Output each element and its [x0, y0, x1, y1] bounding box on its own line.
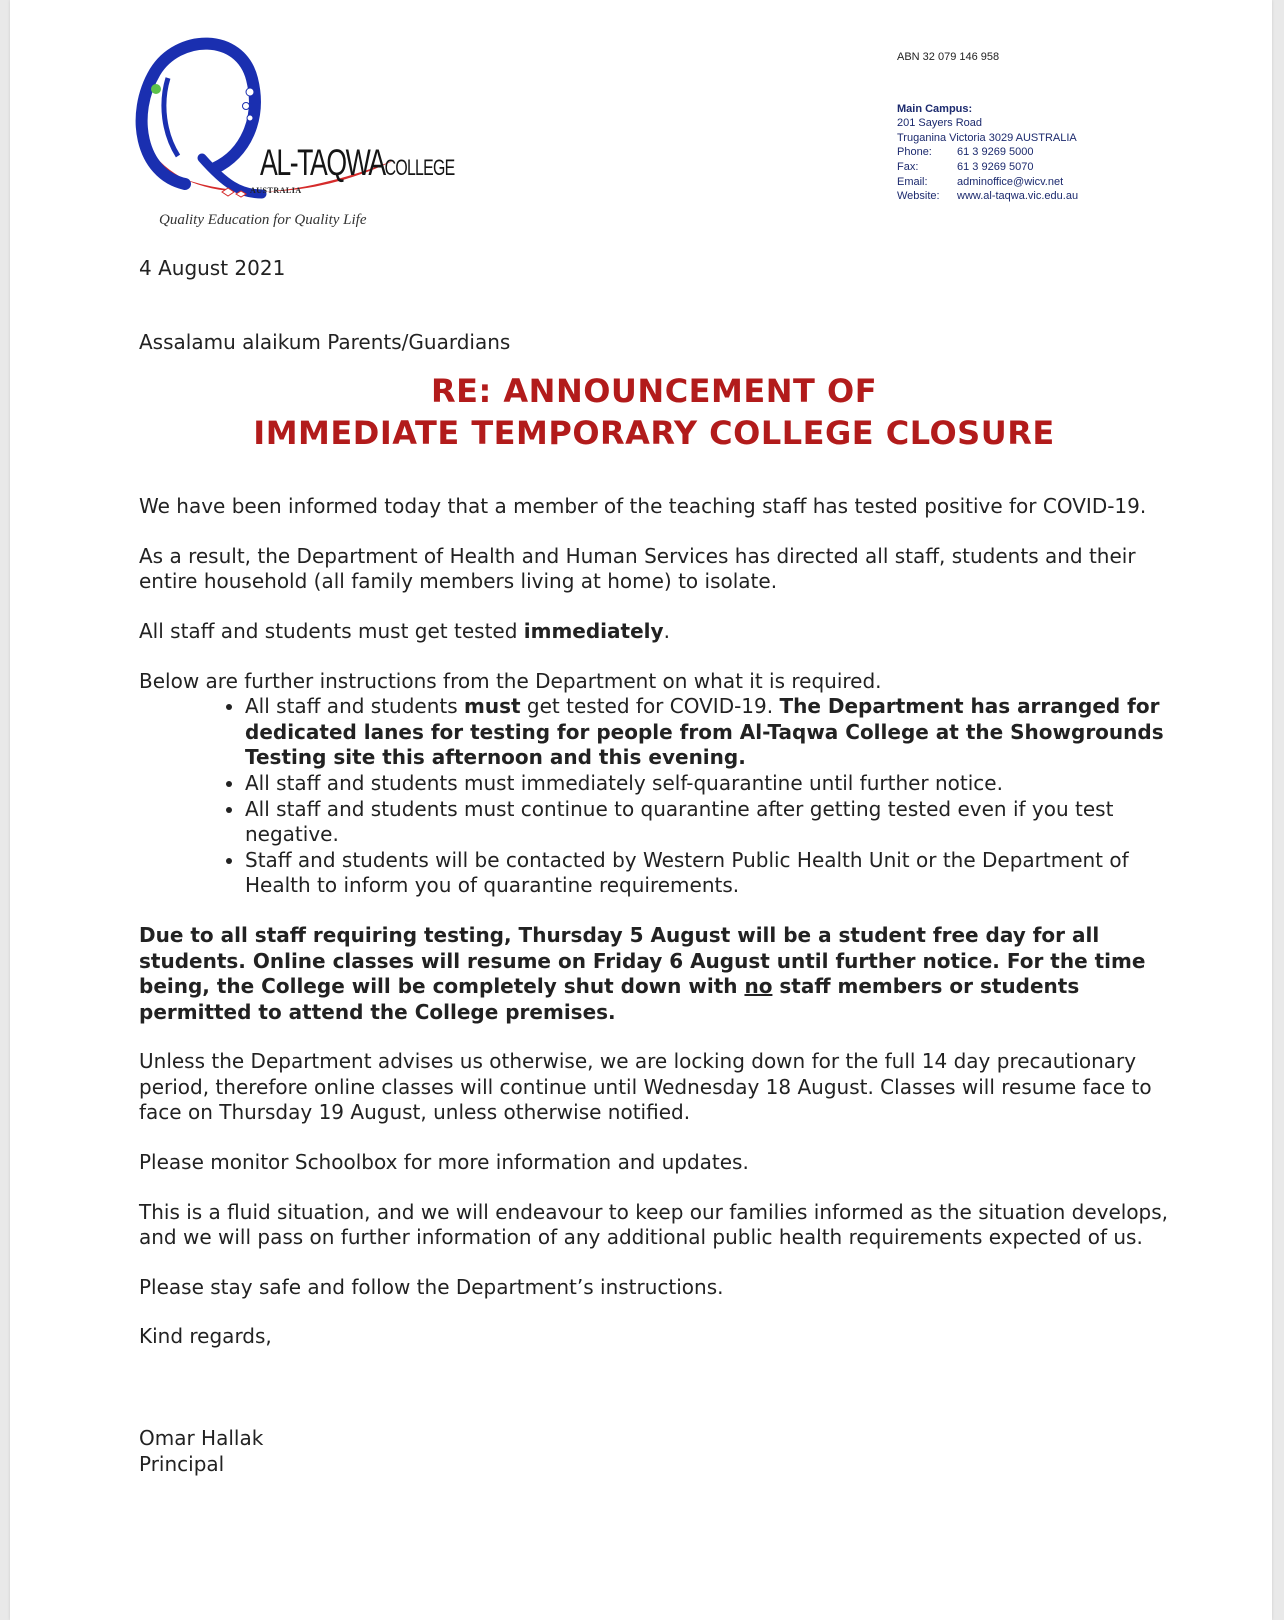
- paragraph-positive-case: We have been informed today that a member of the teaching staff has tested positive for COVID-19.: [139, 494, 1147, 519]
- list-item: • All staff and students must continue to quarantine after getting tested even if you test negative.: [245, 797, 1169, 848]
- fax-row: Fax: 61 3 9269 5070: [897, 160, 1034, 173]
- list-item: • Staff and students will be contacted by Western Public Health Unit or the Department of Health to inform you of quarantine requirements.: [245, 848, 1169, 899]
- letter-closing: Kind regards,: [139, 1324, 272, 1349]
- letter-greeting: Assalamu alaikum Parents/Guardians: [139, 329, 511, 354]
- website-row: Website: www.al-taqwa.vic.edu.au: [897, 190, 1079, 203]
- logo-q-ring: [142, 44, 255, 184]
- signatory-name: Omar Hallak: [139, 1426, 264, 1451]
- paragraph-schoolbox: Please monitor Schoolbox for more information and updates.: [139, 1150, 749, 1175]
- abn-number: ABN 32 079 146 958: [897, 51, 1000, 63]
- heading-line-2: IMMEDIATE TEMPORARY COLLEGE CLOSURE: [253, 414, 1055, 453]
- list-item: • All staff and students must get tested for COVID-19. The Department has arranged for dedicated lanes for testing for people from Al-Taqwa College at the Showgrounds Testing site this afternoon and this evening.: [245, 694, 1169, 771]
- letter-page: [10, 0, 1272, 1620]
- paragraph-testing: All staff and students must get tested immediately.: [139, 618, 670, 643]
- paragraph-fluid-situation: This is a fluid situation, and we will endeavour to keep our families informed as the situation develops, and we will pass on further information of any additional public health requirements expected of us.: [139, 1199, 1169, 1250]
- phone-value: 61 3 9269 5000: [957, 146, 1034, 159]
- phone-row: Phone: 61 3 9269 5000: [897, 146, 1034, 159]
- fax-value: 61 3 9269 5070: [957, 160, 1034, 173]
- list-item: • All staff and students must immediately self-quarantine until further notice.: [245, 771, 1169, 797]
- logo-country: AUSTRALIA: [250, 186, 302, 195]
- logo-tagline: Quality Education for Quality Life: [159, 212, 367, 228]
- logo-emblem-icon: [130, 34, 470, 240]
- signatory-title: Principal: [139, 1451, 225, 1476]
- email-row: Email: adminoffice@wicv.net: [897, 175, 1064, 188]
- paragraph-closure-notice: Due to all staff requiring testing, Thursday 5 August will be a student free day for all students. Online classes will resume on Friday 6 August until further notice. For the time being, the College will be completely shut down with no staff members or students permitted to attend the College premises.: [139, 922, 1146, 1024]
- college-logo: [130, 34, 470, 240]
- emphasis-immediately: immediately: [523, 618, 664, 643]
- instructions-list: [139, 694, 1169, 899]
- logo-college-word: COLLEGE: [384, 155, 455, 180]
- heading-line-1: RE: ANNOUNCEMENT OF: [430, 372, 878, 411]
- address-line-2: Truganina Victoria 3029 AUSTRALIA: [897, 131, 1077, 144]
- email-value: adminoffice@wicv.net: [957, 175, 1064, 188]
- logo-q-inner: [164, 78, 178, 156]
- logo-green-dot: [151, 84, 161, 94]
- letter-body: [139, 256, 1169, 1477]
- paragraph-instructions-intro: Below are further instructions from the Department on what it is required.: [139, 668, 882, 693]
- logo-wordmark: AL-TAQWACOLLEGE: [260, 142, 455, 183]
- paragraph-lockdown-period: Unless the Department advises us otherwise, we are locking down for the full 14 day precautionary period, therefore online classes will continue until Wednesday 18 August. Classes will resume face to face on Thursday 19 August, unless otherwise notified.: [139, 1049, 1152, 1125]
- paragraph-isolation: As a result, the Department of Health and Human Services has directed all staff, students and their entire household (all family members living at home) to isolate.: [139, 543, 1136, 594]
- address-line-1: 201 Sayers Road: [897, 117, 982, 130]
- letter-heading: [139, 370, 1169, 454]
- emphasis-no: no: [744, 974, 773, 999]
- letter-date: 4 August 2021: [139, 256, 286, 280]
- signature-block: [139, 1426, 1169, 1477]
- contact-block: [897, 50, 1078, 204]
- website-value: www.al-taqwa.vic.edu.au: [957, 190, 1079, 203]
- campus-title: Main Campus:: [897, 102, 973, 115]
- paragraph-stay-safe: Please stay safe and follow the Department’s instructions.: [139, 1274, 724, 1299]
